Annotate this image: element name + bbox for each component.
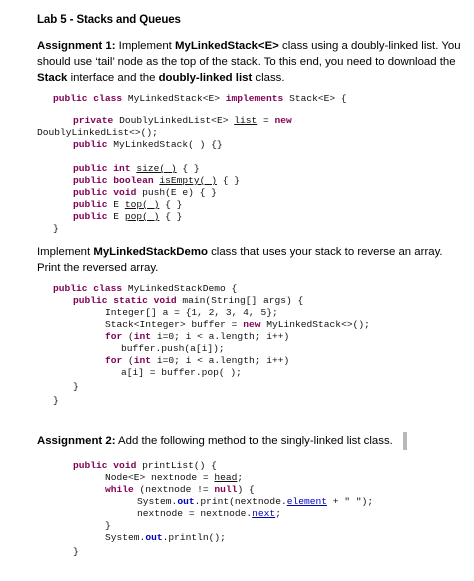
method-isempty: public boolean isEmpty( ) { } [73, 175, 240, 186]
lab-title: Lab 5 - Stacks and Queues [37, 14, 181, 26]
main-close-brace: } [73, 381, 79, 392]
nextnode-init-line: Node<E> nextnode = head; [105, 472, 244, 483]
pop-statement: a[i] = buffer.pop( ); [121, 367, 242, 378]
method-size: public int size( ) { } [73, 163, 200, 174]
text-cursor [403, 432, 407, 450]
list-field-line: private DoublyLinkedList<E> list = new [73, 115, 292, 126]
array-init-line: Integer[] a = {1, 2, 3, 4, 5}; [105, 307, 278, 318]
printlist-signature: public void printList() { [73, 460, 217, 471]
demo-class-line: public class MyLinkedStackDemo { [53, 283, 238, 294]
assignment-1-label: Assignment 1: [37, 40, 116, 52]
buffer-init-line: Stack<Integer> buffer = new MyLinkedStack<>(); [105, 319, 370, 330]
list-field-line-cont: DoublyLinkedList<>(); [37, 127, 158, 138]
method-push: public void push(E e) { } [73, 187, 217, 198]
push-statement: buffer.push(a[i]); [121, 343, 225, 354]
while-line: while (nextnode != null) { [105, 484, 255, 495]
advance-node-line: nextnode = nextnode.next; [137, 508, 281, 519]
assignment-2-description: Assignment 2: Add the following method to the singly-linked list class. [37, 435, 393, 447]
constructor-line: public MyLinkedStack( ) {} [73, 139, 223, 150]
println-line: System.out.println(); [105, 532, 226, 543]
demo-description: Implement MyLinkedStackDemo class that uses your stack to reverse an array. Print the reversed array. [37, 246, 443, 275]
assignment-1-description: Assignment 1: Implement MyLinkedStack<E> class using a doubly-linked list. You should use ‘tail’ node as the top of the stack. To this end, you need to download the Stack interface and the doubly-linked list class. [37, 40, 461, 85]
for-loop-pop: for (int i=0; i < a.length; i++) [105, 355, 290, 366]
while-close-brace: } [105, 520, 111, 531]
method-pop: public E pop( ) { } [73, 211, 183, 222]
for-loop-push: for (int i=0; i < a.length; i++) [105, 331, 290, 342]
mylinkedstack-header-line: public class MyLinkedStack<E> implements Stack<E> { [53, 93, 347, 104]
printlist-close-brace: } [73, 546, 79, 557]
print-element-line: System.out.print(nextnode.element + " "); [137, 496, 374, 507]
demo-close-brace: } [53, 395, 59, 406]
main-method-line: public static void main(String[] args) { [73, 295, 304, 306]
class-close-brace: } [53, 223, 59, 234]
assignment-2-label: Assignment 2: [37, 435, 116, 447]
method-top: public E top( ) { } [73, 199, 183, 210]
